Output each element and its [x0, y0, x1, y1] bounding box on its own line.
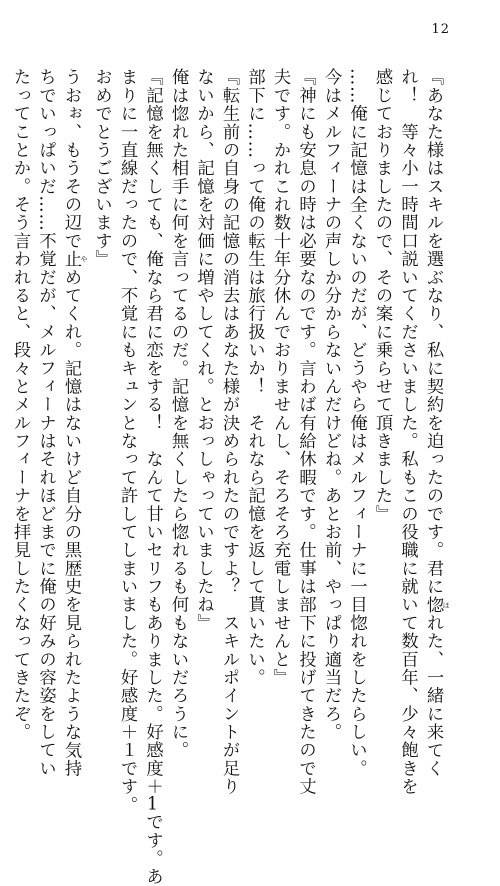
text-line: 『神にも安息の時は必要なのです。言わば有給休暇です。仕事は部下に投げてきたので丈 — [295, 68, 316, 796]
text-line: うおぉ、もうその辺で止 やめてくれ。記憶はないけど自分の黒歴史を見られたような気持 — [61, 68, 88, 778]
text-line: 感じておりましたので、その案に乗らせて頂きました』 — [372, 68, 392, 523]
text-line: 今はメルフィーナの声しか分からないんだけどね。あとお前、やっぱり適当だろ。 — [321, 68, 341, 742]
text-line: れ！ 等々小一時間口説いてくださいました。私もこの役職に就いて数百年、少々飽きを — [397, 68, 418, 796]
text-line: 『記憶を無くしても、俺なら君に恋をする！ なんて甘いセリフもありました。好感度＋1です。あ — [142, 68, 163, 886]
text-line: 『転生前の自身の記憶の消去はあなた様が決められたのですよ？ スキルポイントが足り — [219, 68, 239, 796]
text-line: 『あなた様はスキルを選ぶなり、私に契約を迫ったのです。君に惚 ほれた、一緒に来てく — [423, 68, 450, 778]
text-line: 夫です。かれこれ数十年分休んでおりませんし、そろそろ充電しませんと』 — [270, 68, 290, 687]
text-line: おめでとうございます』 — [91, 68, 112, 269]
text-line: ちでいっぱいだ……不覚だが、メルフィーナはそれほどまでに俺の好みの容姿をしてい — [35, 68, 56, 778]
ruby-annotation: 惚 ほ — [423, 595, 450, 614]
text-line: 部下に……って俺の転生は旅行扱いか！ それなら記憶を返して貰いたい。 — [244, 68, 265, 687]
text-line: ……俺に記憶は全くないのだが、どうやら俺はメルフィーナに一目惚れをしたらしい。 — [346, 68, 367, 778]
text-line: たってことか。そう言われると、段々とメルフィーナを拝見したくなってきたぞ。 — [10, 68, 30, 742]
novel-text-body — [10, 68, 450, 886]
text-line: ないから、記憶を対価に増やしてくれ。とおっしゃっていましたね』 — [193, 68, 214, 632]
page-number: 12 — [431, 22, 450, 37]
ruby-annotation: 止 や — [61, 249, 88, 269]
text-line: まりに一直線だったので、不覚にもキュンとなって許してしまいました。好感度＋１です。 — [117, 68, 137, 814]
text-line: 俺は惚れた相手に何を言ってるのだ。記憶を無くしたら惚れるも何もないだろうに。 — [168, 68, 188, 760]
